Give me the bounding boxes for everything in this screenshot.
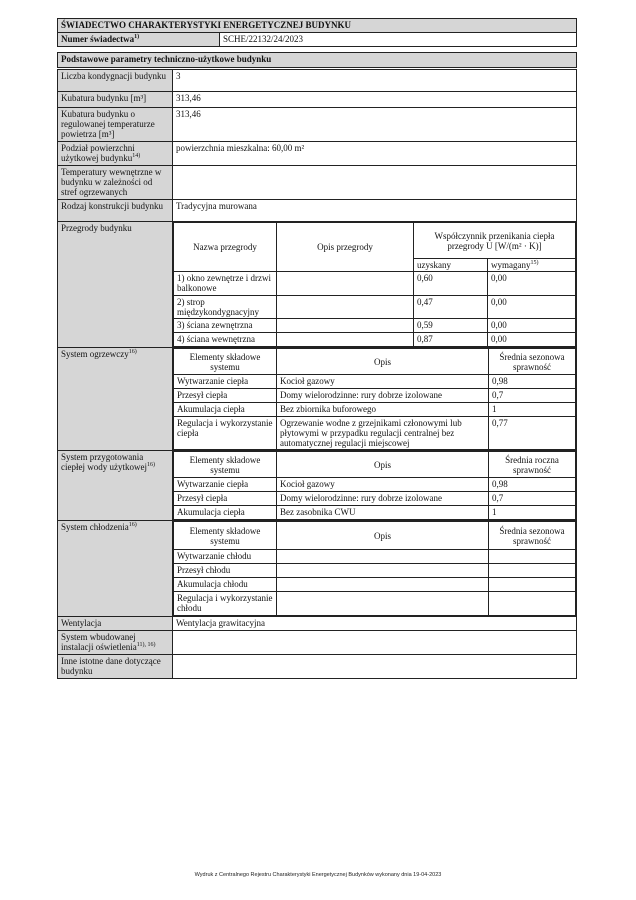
partition-required-header: wymagany$^{15)}$: [488, 259, 576, 272]
table-row: [174, 272, 576, 296]
hot-water-desc-header: Opis: [277, 452, 489, 478]
heating-desc: Domy wielorodzinne: rury dobrze izolowane: [277, 389, 489, 403]
partition-name: 4) ściana wewnętrzna: [174, 333, 277, 347]
cooling-eff: [489, 592, 576, 616]
hot-water-eff: 1: [489, 506, 576, 520]
certificate-number-label: Numer świadectwa$^{1)}$: [58, 33, 220, 47]
hot-water-table: [173, 451, 576, 520]
table-row: [174, 417, 576, 450]
partition-required: 0,00: [488, 319, 576, 333]
lighting-value: [173, 631, 577, 655]
temps-label: Temperatury wewnętrzne w budynku w zależności od stref ogrzewanych: [58, 166, 173, 200]
partition-actual: 0,47: [414, 296, 488, 319]
partition-actual: 0,60: [414, 272, 488, 296]
partition-required: 0,00: [488, 333, 576, 347]
partition-desc: [277, 319, 414, 333]
partition-name-header: Nazwa przegrody: [174, 223, 277, 272]
partition-coef-header: Współczynnik przenikania ciepła przegrody U [W/(m² · K)]: [414, 223, 576, 259]
partitions-table: [173, 222, 576, 347]
params-section-header: [57, 52, 577, 68]
table-row: [174, 550, 576, 564]
storeys-label: Liczba kondygnacji budynku: [58, 70, 173, 92]
heating-elements-header: Elementy składowe systemu: [174, 349, 277, 375]
print-footer: Wydruk z Centralnego Rejestru Charakterystyki Energetycznej Budynków wykonany dnia 19-04-2023: [194, 872, 442, 878]
certificate-header: [57, 18, 577, 47]
partition-name: 1) okno zewnętrze i drzwi balkonowe: [174, 272, 277, 296]
heating-element: Regulacja i wykorzystanie ciepła: [174, 417, 277, 450]
partition-desc: [277, 272, 414, 296]
table-row: [174, 592, 576, 616]
table-row: [174, 319, 576, 333]
area-split-label: Podział powierzchni użytkowej budynku$^{14)}$: [58, 142, 173, 166]
cooling-element: Akumulacja chłodu: [174, 578, 277, 592]
temps-value: [173, 166, 577, 200]
construction-label: Rodzaj konstrukcji budynku: [58, 200, 173, 222]
heating-eff: 0,7: [489, 389, 576, 403]
cooling-desc: [277, 578, 489, 592]
ventilation-label: Wentylacja: [58, 617, 173, 631]
cooling-eff: [489, 550, 576, 564]
area-split-value: powierzchnia mieszkalna: 60,00 m²: [173, 142, 577, 166]
partition-actual-header: uzyskany: [414, 259, 488, 272]
ventilation-value: Wentylacja grawitacyjna: [173, 617, 577, 631]
partition-desc: [277, 333, 414, 347]
heating-eff-header: Średnia sezonowa sprawność: [489, 349, 576, 375]
heating-element: Akumulacja ciepła: [174, 403, 277, 417]
table-row: [174, 564, 576, 578]
heating-table: [173, 348, 576, 450]
cooling-element: Regulacja i wykorzystanie chłodu: [174, 592, 277, 616]
volume-label: Kubatura budynku [m³]: [58, 92, 173, 108]
hot-water-eff: 0,7: [489, 492, 576, 506]
heating-desc: Kocioł gazowy: [277, 375, 489, 389]
partition-actual: 0,87: [414, 333, 488, 347]
heating-desc-header: Opis: [277, 349, 489, 375]
partition-required: 0,00: [488, 272, 576, 296]
construction-value: Tradycyjna murowana: [173, 200, 577, 222]
partition-name: 2) strop międzykondygnacyjny: [174, 296, 277, 319]
heating-element: Przesył ciepła: [174, 389, 277, 403]
partition-actual: 0,59: [414, 319, 488, 333]
table-row: [174, 375, 576, 389]
partition-desc: [277, 296, 414, 319]
hot-water-element: Wytwarzanie ciepła: [174, 478, 277, 492]
partitions-label: Przegrody budynku: [58, 222, 173, 348]
table-row: [174, 492, 576, 506]
hot-water-desc: Bez zasobnika CWU: [277, 506, 489, 520]
cooling-eff: [489, 564, 576, 578]
cooling-desc: [277, 564, 489, 578]
hot-water-eff-header: Średnia roczna sprawność: [489, 452, 576, 478]
table-row: [174, 578, 576, 592]
other-data-label: Inne istotne dane dotyczące budynku: [58, 655, 173, 679]
hot-water-desc: Kocioł gazowy: [277, 478, 489, 492]
heating-element: Wytwarzanie ciepła: [174, 375, 277, 389]
hot-water-eff: 0,98: [489, 478, 576, 492]
cooling-elements-header: Elementy składowe systemu: [174, 522, 277, 550]
table-row: [174, 506, 576, 520]
cooling-element: Przesył chłodu: [174, 564, 277, 578]
hot-water-elements-header: Elementy składowe systemu: [174, 452, 277, 478]
cooling-label: System chłodzenia$^{16)}$: [58, 521, 173, 617]
table-row: [174, 389, 576, 403]
cooling-table: [173, 521, 576, 616]
lighting-label: System wbudowanej instalacji oświetlenia$^{11), 16)}$: [58, 631, 173, 655]
heating-label: System ogrzewczy$^{16)}$: [58, 348, 173, 451]
storeys-value: 3: [173, 70, 577, 92]
cooling-element: Wytwarzanie chłodu: [174, 550, 277, 564]
heating-eff: 0,98: [489, 375, 576, 389]
cooling-eff: [489, 578, 576, 592]
partition-name: 3) ściana zewnętrzna: [174, 319, 277, 333]
heating-desc: Ogrzewanie wodne z grzejnikami członowymi lub płytowymi w przypadku regulacji centralnej bez automatycznej regulacji miejscowej: [277, 417, 489, 450]
partition-desc-header: Opis przegrody: [277, 223, 414, 272]
table-row: [174, 403, 576, 417]
params-section-title: Podstawowe parametry techniczno-użytkowe budynku: [58, 53, 577, 68]
hot-water-element: Akumulacja ciepła: [174, 506, 277, 520]
heating-eff: 1: [489, 403, 576, 417]
cooling-desc-header: Opis: [277, 522, 489, 550]
other-data-value: [173, 655, 577, 679]
heating-eff: 0,77: [489, 417, 576, 450]
partition-required: 0,00: [488, 296, 576, 319]
hot-water-desc: Domy wielorodzinne: rury dobrze izolowane: [277, 492, 489, 506]
cooling-desc: [277, 550, 489, 564]
volume-value: 313,46: [173, 92, 577, 108]
params-table: [57, 69, 577, 679]
heated-volume-label: Kubatura budynku o regulowanej temperaturze powietrza [m³]: [58, 108, 173, 142]
table-row: [174, 333, 576, 347]
heated-volume-value: 313,46: [173, 108, 577, 142]
hot-water-element: Przesył ciepła: [174, 492, 277, 506]
certificate-number: SCHE/22132/24/2023: [220, 33, 577, 47]
cooling-desc: [277, 592, 489, 616]
table-row: [174, 296, 576, 319]
cooling-eff-header: Średnia sezonowa sprawność: [489, 522, 576, 550]
table-row: [174, 478, 576, 492]
document-title: ŚWIADECTWO CHARAKTERYSTYKI ENERGETYCZNEJ BUDYNKU: [58, 19, 577, 33]
hot-water-label: System przygotowania ciepłej wody użytkowej$^{16)}$: [58, 451, 173, 521]
heating-desc: Bez zbiornika buforowego: [277, 403, 489, 417]
